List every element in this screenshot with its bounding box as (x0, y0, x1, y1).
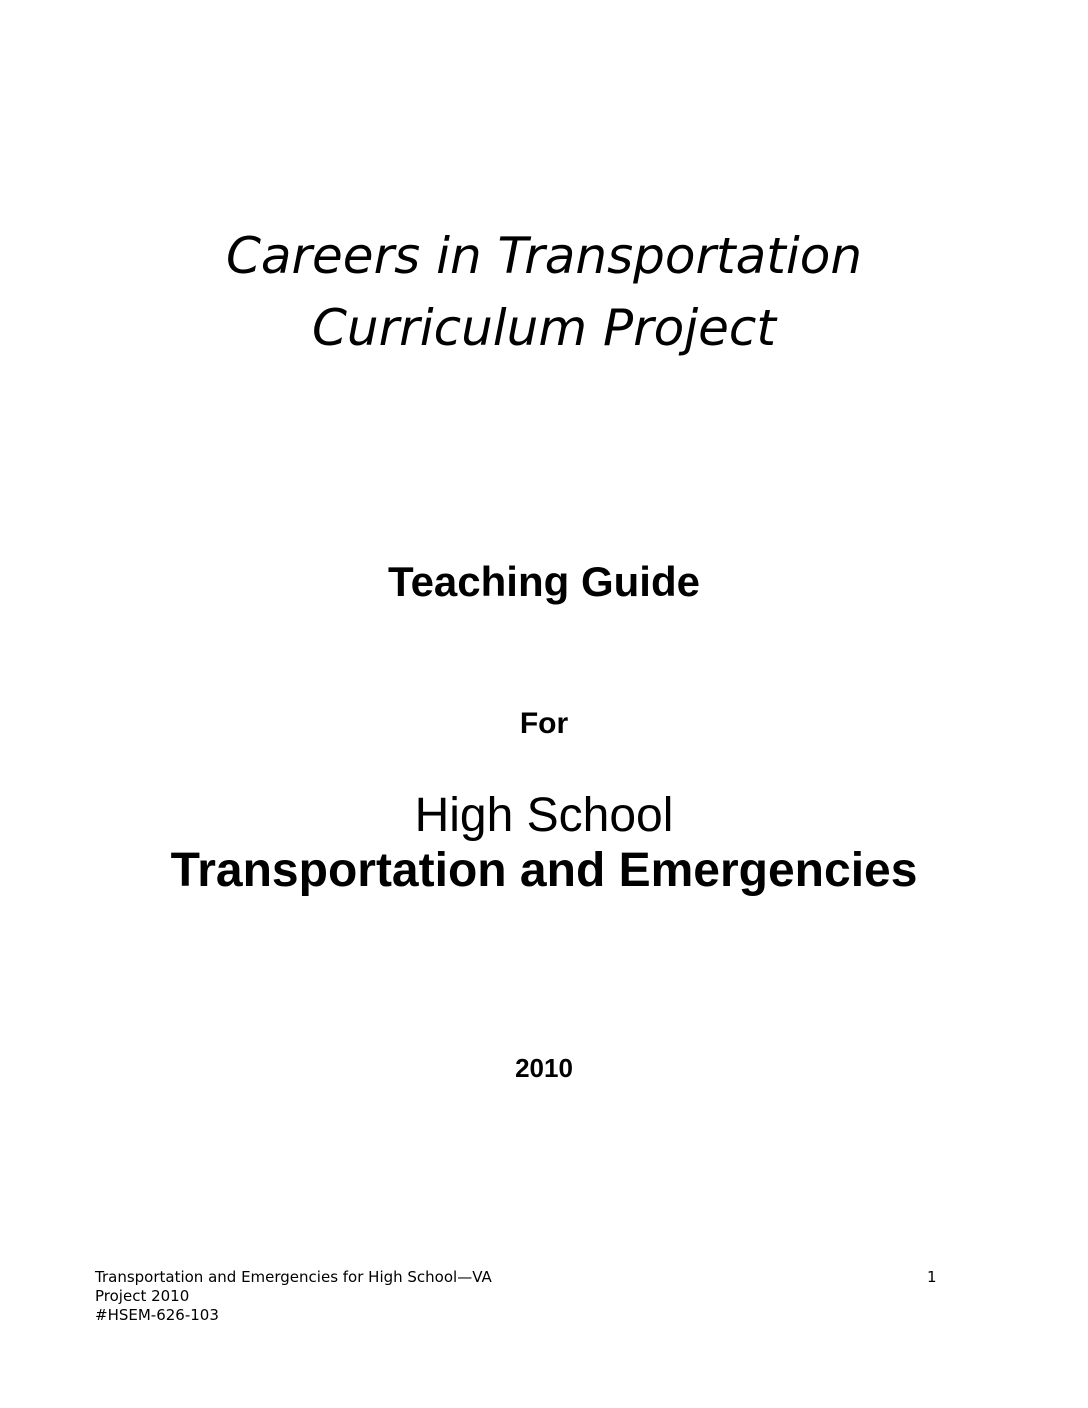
title-line-2: Curriculum Project (311, 299, 776, 357)
footer-line-2: Project 2010 (95, 1287, 190, 1305)
guide-heading: Teaching Guide (388, 558, 700, 605)
course-name: Transportation and Emergencies (170, 844, 918, 897)
footer-line-1: Transportation and Emergencies for High School—VA (95, 1268, 492, 1286)
for-label: For (519, 707, 569, 740)
footer-line-3: #HSEM-626-103 (95, 1306, 219, 1324)
footer (95, 1268, 492, 1325)
title-line-1: Careers in Transportation (225, 227, 863, 285)
page-number: 1 (927, 1268, 937, 1286)
year-label: 2010 (515, 1053, 573, 1083)
course-level: High School (414, 789, 674, 842)
